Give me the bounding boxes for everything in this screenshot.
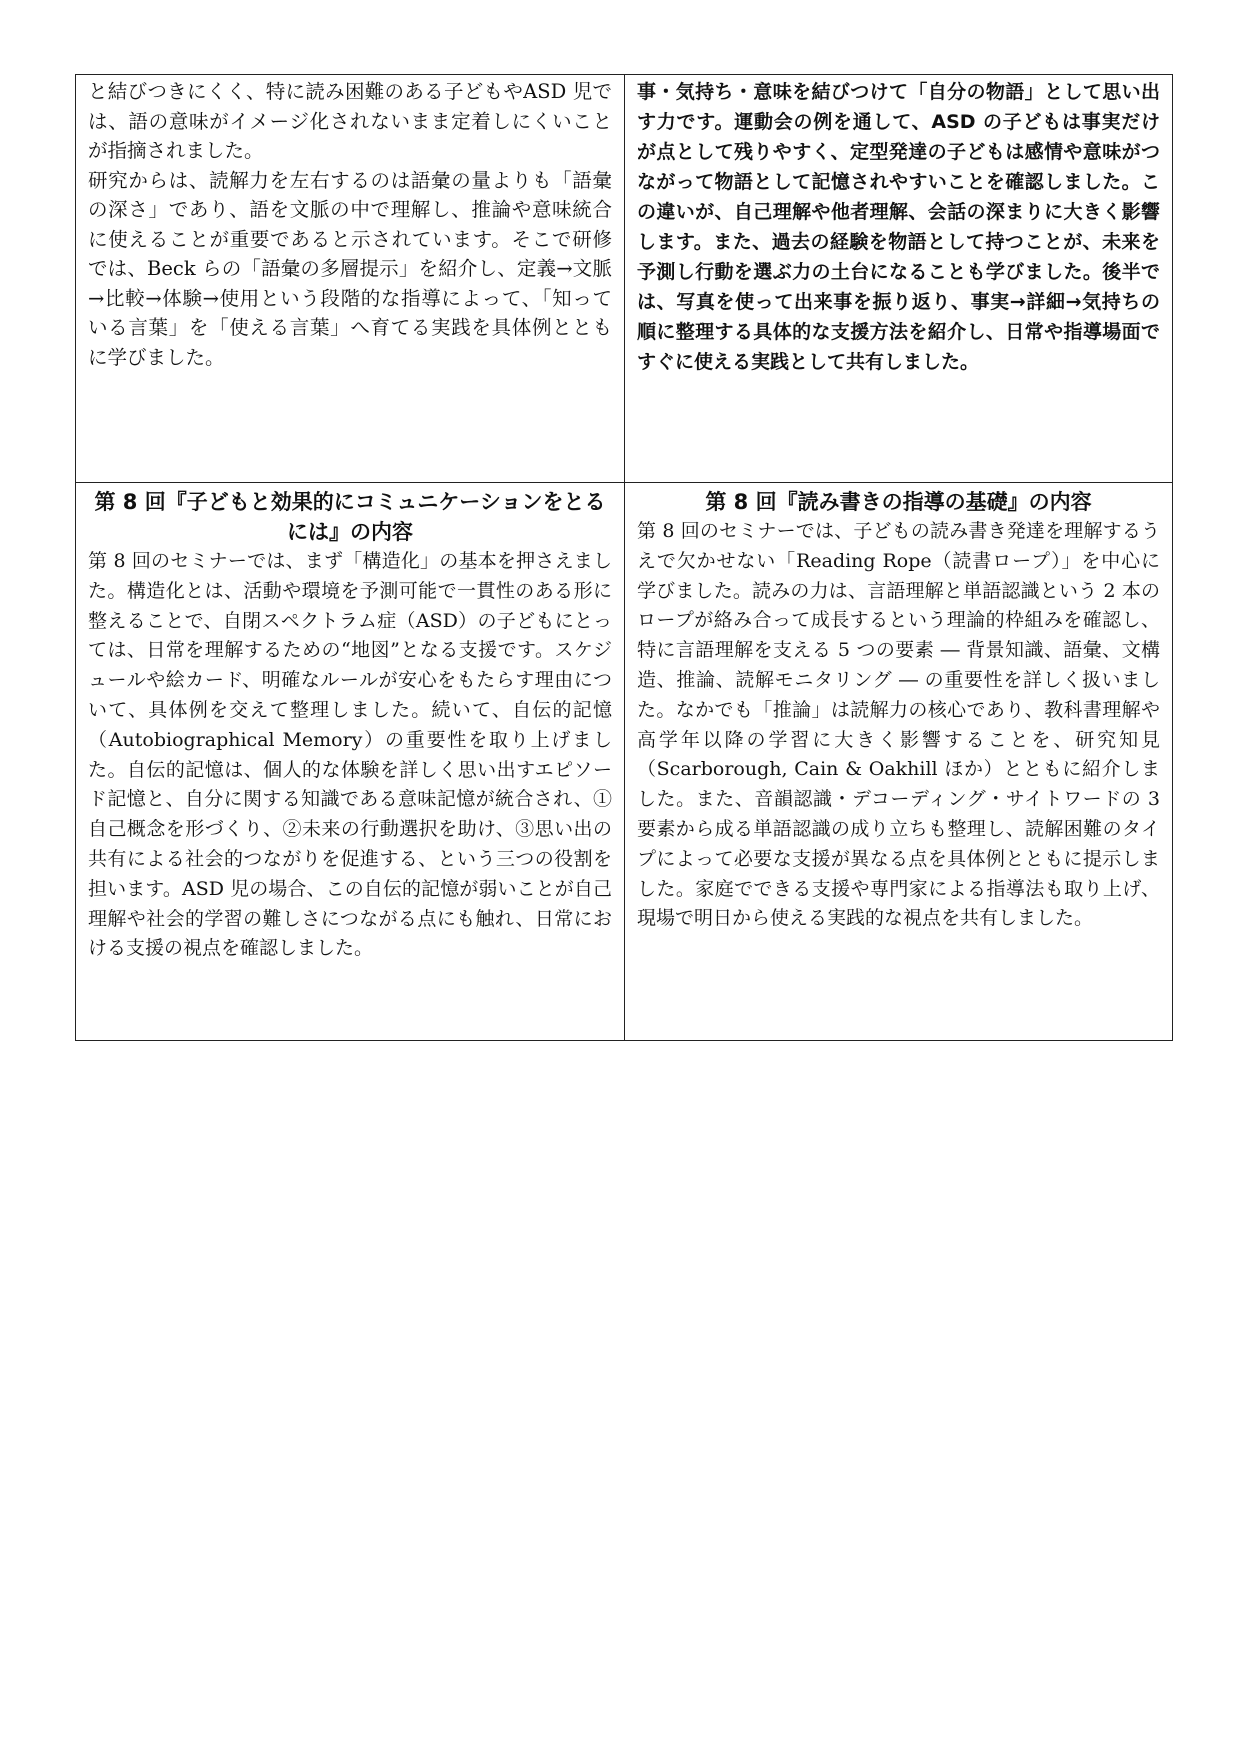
top-left-paragraph-2: 研究からは、読解力を左右するのは語彙の量よりも「語彙の深さ」であり、語を文脈の中で理解し、推論や意味統合に使えることが重要であると示されています。そこで研修では、Beck らの「語彙の多層提示」を紹介し、定義→文脈→比較→体験→使用という段階的な指導によって、「知っている言葉」を「使える言葉」へ育てる実践を具体例とともに学びました。 bbox=[88, 168, 612, 369]
bottom-left-paragraph: 第 8 回のセミナーでは、まず「構造化」の基本を押さえました。構造化とは、活動や環境を予測可能で一貫性のある形に整えることで、自閉スペクトラム症（ASD）の子どもにとっては、日常を理解するための“地図”となる支援です。スケジュールや絵カード、明確なルールが安心をもたらす理由について、具体例を交えて整理しました。続いて、自伝的記憶（Autobiographical Memory）の重要性を取り上げました。自伝的記憶は、個人的な体験を詳しく思い出すエピソード記憶と、自分に関する知識である意味記憶が統合され、①自己概念を形づくり、②未来の行動選択を助け、③思い出の共有による社会的つながりを促進する、という三つの役割を担います。ASD 児の場合、この自伝的記憶が弱いことが自己理解や社会的学習の難しさにつながる点にも触れ、日常における支援の視点を確認しました。 bbox=[88, 550, 612, 960]
top-left-cell bbox=[76, 75, 625, 483]
top-right-cell bbox=[625, 75, 1173, 483]
top-left-paragraph-1: と結びつきにくく、特に読み困難のある子どもやASD 児では、語の意味がイメージ化されないまま定着しにくいことが指摘されました。 bbox=[88, 80, 612, 162]
seminar-summary-table bbox=[75, 74, 1173, 1041]
top-right-paragraph: 事・気持ち・意味を結びつけて「自分の物語」として思い出す力です。運動会の例を通して、ASD の子どもは事実だけが点として残りやすく、定型発達の子どもは感情や意味がつながって物語として記憶されやすいことを確認しました。この違いが、自己理解や他者理解、会話の深まりに大きく影響します。また、過去の経験を物語として持つことが、未来を予測し行動を選ぶ力の土台になることも学びました。後半では、写真を使って出来事を振り返り、事実→詳細→気持ちの順に整理する具体的な支援方法を紹介し、日常や指導場面ですぐに使える実践として共有しました。 bbox=[637, 81, 1160, 373]
bottom-left-cell bbox=[76, 483, 625, 1041]
bottom-right-cell bbox=[625, 483, 1173, 1041]
bottom-right-paragraph: 第 8 回のセミナーでは、子どもの読み書き発達を理解するうえで欠かせない「Reading Rope（読書ロープ）」を中心に学びました。読みの力は、言語理解と単語認識という 2 本のロープが絡み合って成長するという理論的枠組みを確認し、特に言語理解を支える 5 つの要素 ― 背景知識、語彙、文構造、推論、読解モニタリング ― の重要性を詳しく扱いました。なかでも「推論」は読解力の核心であり、教科書理解や高学年以降の学習に大きく影響することを、研究知見（Scarborough, Cain & Oakhill ほか）とともに紹介しました。また、音韻認識・デコーディング・サイトワードの 3 要素から成る単語認識の成り立ちも整理し、読解困難のタイプによって必要な支援が異なる点を具体例とともに提示しました。家庭でできる支援や専門家による指導法も取り上げ、現場で明日から使える実践的な視点を共有しました。 bbox=[637, 520, 1160, 930]
table-row bbox=[76, 75, 1173, 483]
section-heading-reading-writing: 第 8 回『読み書きの指導の基礎』の内容 bbox=[705, 490, 1092, 514]
table-row bbox=[76, 483, 1173, 1041]
section-heading-communication: 第 8 回『子どもと効果的にコミュニケーションをとるには』の内容 bbox=[94, 490, 606, 544]
